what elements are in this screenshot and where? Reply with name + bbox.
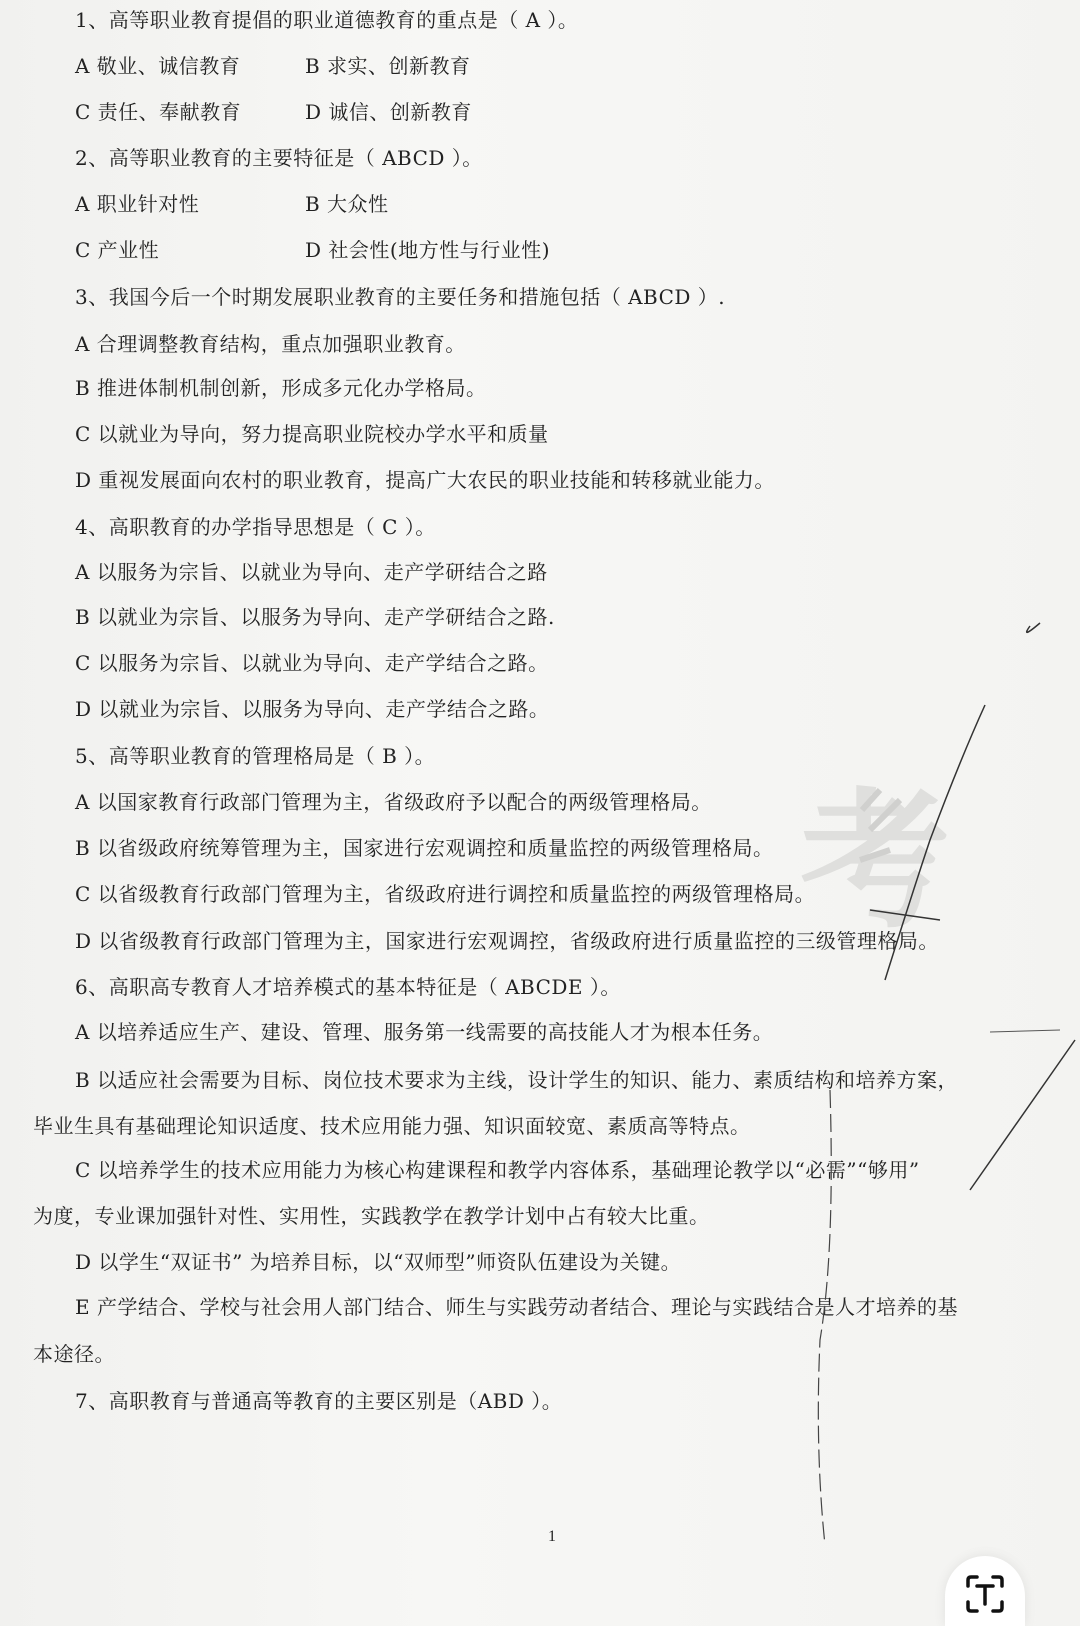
- option-text: B 推进体制机制创新，形成多元化办学格局。: [75, 376, 487, 400]
- option-text: A 以服务为宗旨、以就业为导向、走产学研结合之路: [75, 560, 548, 584]
- option-text: C 以就业为导向，努力提高职业院校办学水平和质量: [75, 422, 549, 446]
- option-text: C 以培养学生的技术应用能力为核心构建课程和教学内容体系，基础理论教学以“必需”“够用”: [75, 1158, 920, 1182]
- option-text: D 以就业为宗旨、以服务为导向、走产学结合之路。: [75, 697, 550, 721]
- option-text: A 合理调整教育结构，重点加强职业教育。: [75, 332, 466, 356]
- question-text: 2、高等职业教育的主要特征是（ ABCD ）。: [75, 146, 483, 170]
- option-text: B 求实、创新教育: [305, 54, 471, 78]
- option-text: A 以培养适应生产、建设、管理、服务第一线需要的高技能人才为根本任务。: [75, 1020, 774, 1044]
- option-text-continued: 为度，专业课加强针对性、实用性，实践教学在教学计划中占有较大比重。: [33, 1204, 710, 1228]
- question-text: 5、高等职业教育的管理格局是（ B ）。: [75, 744, 436, 768]
- option-text: B 大众性: [305, 192, 389, 216]
- option-text-continued: 毕业生具有基础理论知识适度、技术应用能力强、知识面较宽、素质高等特点。: [33, 1114, 751, 1138]
- page-number: 1: [548, 1528, 556, 1545]
- option-text: A 敬业、诚信教育: [75, 54, 241, 78]
- option-text: E 产学结合、学校与社会用人部门结合、师生与实践劳动者结合、理论与实践结合是人才培养的基: [75, 1295, 958, 1319]
- question-text: 1、高等职业教育提倡的职业道德教育的重点是（ A ）。: [75, 8, 579, 32]
- option-text: D 以省级教育行政部门管理为主，国家进行宏观调控，省级政府进行质量监控的三级管理格局。: [75, 929, 939, 953]
- option-text: C 以省级教育行政部门管理为主，省级政府进行调控和质量监控的两级管理格局。: [75, 882, 816, 906]
- option-text: C 产业性: [75, 238, 160, 262]
- question-text: 3、我国今后一个时期发展职业教育的主要任务和措施包括（ ABCD ）.: [75, 285, 726, 309]
- question-text: 6、高职高专教育人才培养模式的基本特征是（ ABCDE ）。: [75, 975, 621, 999]
- option-text-continued: 本途径。: [33, 1342, 115, 1366]
- option-text: D 社会性(地方性与行业性): [305, 238, 550, 262]
- option-text: A 职业针对性: [75, 192, 200, 216]
- option-text: D 诚信、创新教育: [305, 100, 472, 124]
- ocr-scan-button[interactable]: [945, 1556, 1025, 1626]
- question-text: 4、高职教育的办学指导思想是（ C ）。: [75, 515, 436, 539]
- option-text: A 以国家教育行政部门管理为主，省级政府予以配合的两级管理格局。: [75, 790, 712, 814]
- text-scan-icon: [965, 1574, 1005, 1614]
- question-text: 7、高职教育与普通高等教育的主要区别是（ABD ）。: [75, 1389, 563, 1413]
- option-text: D 重视发展面向农村的职业教育，提高广大农民的职业技能和转移就业能力。: [75, 468, 775, 492]
- watermark: 考: [800, 773, 951, 949]
- option-text: D 以学生“双证书” 为培养目标，以“双师型”师资队伍建设为关键。: [75, 1250, 682, 1274]
- option-text: C 以服务为宗旨、以就业为导向、走产学结合之路。: [75, 651, 549, 675]
- option-text: B 以省级政府统筹管理为主，国家进行宏观调控和质量监控的两级管理格局。: [75, 836, 774, 860]
- option-text: B 以就业为宗旨、以服务为导向、走产学研结合之路.: [75, 605, 555, 629]
- option-text: B 以适应社会需要为目标、岗位技术要求为主线，设计学生的知识、能力、素质结构和培养方案，: [75, 1068, 959, 1092]
- option-text: C 责任、奉献教育: [75, 100, 242, 124]
